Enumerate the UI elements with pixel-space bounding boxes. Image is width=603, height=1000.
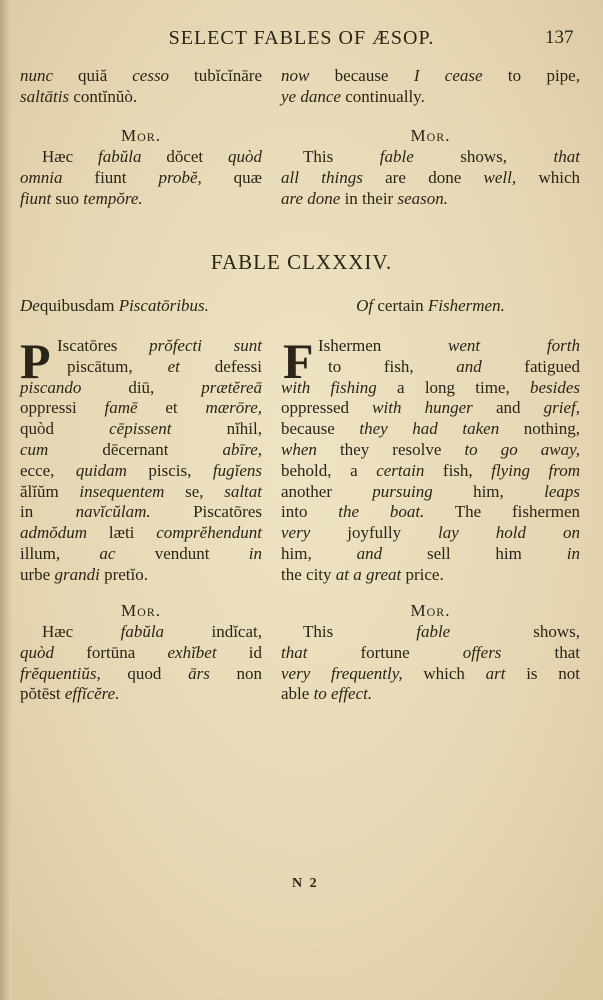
text: defessi [179,356,262,376]
italic-text: art [485,663,506,683]
text-line [281,336,580,357]
italic-text: when [281,439,317,459]
text-line [20,502,262,523]
text: the city [281,564,336,584]
italic-text: fable [379,147,414,166]
text: which [402,663,486,683]
italic-text: Piscatōribus. [118,296,209,315]
italic-text: all things [281,167,363,187]
text: This [303,147,380,166]
text: id [216,642,262,662]
italic-text: fugĭens [212,460,262,480]
italic-text: fabŭla [98,147,142,166]
text-line [20,168,262,189]
text: urbe [20,564,55,584]
text: Piscatōres [150,502,262,522]
text-line [20,565,262,586]
italic-text: lay hold on [438,523,580,543]
italic-text: with fishing [281,377,377,397]
text: behold, a [281,460,377,480]
text-line [281,502,580,523]
text: to fish, [328,356,457,376]
italic-text: are done [281,188,341,208]
moral-english [281,622,580,705]
text: ălĭŭm [20,481,80,501]
italic-text: season. [397,188,448,208]
text-line [20,664,262,685]
italic-text: in [248,543,262,563]
italic-text: that [553,147,580,166]
text: continually. [340,86,425,106]
text: and [472,398,544,418]
text: able [281,684,314,704]
italic-text: grandi [54,564,100,584]
text: quòd [20,419,110,439]
text-line [20,684,262,705]
fable-subtitle-english [281,296,580,317]
text: quibusdam [39,296,119,315]
italic-text: cēpissent [109,419,172,439]
italic-text: fiunt [20,188,52,208]
fable-title: FABLE CLXXXIV. [210,250,393,274]
text-line [281,66,580,87]
text: they resolve [316,439,465,459]
text: is not [505,663,581,683]
italic-text: insequentem [79,481,165,501]
fable-subtitle-latin [20,296,262,317]
text-line [20,461,262,482]
text: fatigued [481,356,580,376]
text: indĭcat, [164,622,262,641]
text: nothing, [499,419,580,439]
text-line [281,440,580,461]
italic-text: Fishermen. [427,296,505,315]
text-line [20,544,262,565]
italic-text: quòd [227,147,262,166]
text: Hæc [42,147,99,166]
italic-text: I cease [413,66,483,85]
italic-text: pursuing [372,481,433,501]
italic-text: omnia [20,167,63,187]
italic-text: went forth [448,336,580,355]
text: non [209,663,262,683]
italic-text: De [20,296,40,315]
latin-column-continued [20,66,262,108]
italic-text: ye dance [281,86,341,106]
text: fish, [424,460,492,480]
text: into [281,502,339,522]
moral-heading-english: Mor. [410,601,451,620]
text-line [281,357,580,378]
book-spine-shadow [0,0,12,1000]
text-line [281,664,580,685]
text-line [281,482,580,503]
text-line [20,440,262,461]
text-line [281,378,580,399]
italic-text: well, [483,167,517,187]
text-line [20,296,262,317]
italic-text: mærōre, [205,398,262,418]
italic-text: now [281,66,310,85]
italic-text: famē [104,398,138,418]
text: which [516,167,580,187]
text: læti [87,523,157,543]
text-line [281,398,580,419]
text: This [303,622,417,641]
moral-heading-latin: Mor. [120,601,162,620]
moral-latin [20,622,262,705]
italic-text: besides [529,377,581,397]
italic-text: nunc [20,66,54,85]
italic-text: the boat. [338,502,425,522]
text-line [20,147,262,168]
italic-text: fable [416,622,451,641]
italic-text: they had taken [359,419,500,439]
text: a long time, [376,377,530,397]
text: tubĭcĭnāre [169,66,262,85]
text-line [20,357,262,378]
text: in their [340,188,398,208]
text: The fishermen [424,502,580,522]
moral-english [281,147,580,209]
italic-text: to effect. [313,684,373,704]
text-line [281,643,580,664]
text-line [20,336,262,357]
italic-text: very [281,523,311,543]
italic-text: navĭcŭlam. [75,502,151,522]
italic-text: flying from [491,460,580,480]
italic-text: certain [376,460,425,480]
italic-text: frĕquentiŭs, [20,663,101,683]
italic-text: exhĭbet [167,642,217,662]
text-line [281,544,580,565]
text: that [501,642,581,662]
fable-text-latin [20,333,262,586]
text: because [309,66,414,85]
text: se, [164,481,225,501]
text-line [281,684,580,705]
text: price. [401,564,444,584]
text: vendunt [115,543,249,563]
text-line [281,419,580,440]
italic-text: ac [99,543,116,563]
text: him, [432,481,545,501]
italic-text: piscando [20,377,82,397]
italic-text: with hunger [372,398,473,418]
text: joyfully [310,523,439,543]
italic-text: in [566,543,580,563]
italic-text: Of [356,296,374,315]
italic-text: very frequently, [281,663,403,683]
italic-text: fabŭla [120,622,165,641]
text-line [20,87,262,108]
italic-text: effĭcĕre. [64,684,120,704]
text: ecce, [20,460,76,480]
text-line [281,523,580,544]
text: another [281,481,373,501]
text: pretĭo. [99,564,148,584]
text: piscātum, [67,356,168,376]
text: shows, [413,147,554,166]
italic-text: prŏfecti sunt [149,336,262,355]
italic-text: to go away, [464,439,581,459]
text-line [281,296,580,317]
italic-text: probĕ, [158,167,202,187]
italic-text: et [167,356,180,376]
text: him, [281,543,357,563]
text: nĭhil, [171,419,262,439]
english-column-continued [281,66,580,108]
text-line [281,461,580,482]
italic-text: saltātis [20,86,70,106]
text: quod [100,663,189,683]
moral-latin [20,147,262,209]
italic-text: and [456,356,482,376]
text-line [20,419,262,440]
italic-text: quidam [75,460,127,480]
text: suo [51,188,84,208]
text-line [281,147,580,168]
text-line [281,189,580,210]
text: fortune [307,642,463,662]
text: piscis, [126,460,213,480]
text: fiunt [62,167,159,187]
text: shows, [450,622,580,641]
drop-cap-latin: P [20,333,51,389]
page-number: 137 [545,27,574,48]
text: certain [373,296,428,315]
text-line [281,622,580,643]
text-line [281,168,580,189]
text: illum, [20,543,100,563]
text: dēcernant [48,439,223,459]
italic-text: saltat [224,481,262,501]
text: because [281,419,360,439]
fable-text-english [281,333,581,586]
signature-mark: N 2 [292,876,319,891]
italic-text: abīre, [222,439,262,459]
text-line [20,643,262,664]
italic-text: cesso [132,66,170,85]
italic-text: ārs [188,663,210,683]
italic-text: grief, [543,398,581,418]
text: quiă [53,66,133,85]
text-line [20,189,262,210]
italic-text: comprĕhendunt [156,523,262,543]
text-line [20,66,262,87]
text-line [20,622,262,643]
italic-text: cum [20,439,49,459]
text-line [20,523,262,544]
text-line [20,482,262,503]
text: diū, [81,377,202,397]
text-line [281,87,580,108]
text: Hæc [42,622,121,641]
italic-text: admŏdum [20,523,88,543]
italic-text: quòd [20,642,54,662]
text: pŏtēst [20,684,65,704]
moral-heading-latin: Mor. [120,126,162,145]
text-line [20,378,262,399]
text: sell him [382,543,567,563]
running-header: SELECT FABLES OF ÆSOP. [168,27,435,49]
moral-heading-english: Mor. [410,126,451,145]
text: Iscatōres [57,336,150,355]
italic-text: offers [462,642,502,662]
text-line [281,565,580,586]
text: Ishermen [318,336,449,355]
text: oppressi [20,398,105,418]
italic-text: tempŏre. [83,188,143,208]
text: et [137,398,206,418]
text: quæ [201,167,262,187]
italic-text: that [281,642,308,662]
italic-text: prætĕreā [201,377,262,397]
text: are done [362,167,484,187]
text: dŏcet [141,147,228,166]
text: contĭnŭò. [69,86,138,106]
text: to pipe, [482,66,580,85]
text: oppressed [281,398,373,418]
text: fortūna [54,642,168,662]
italic-text: and [356,543,383,563]
italic-text: leaps [544,481,580,501]
drop-cap-english: F [283,333,314,389]
text: in [20,502,76,522]
italic-text: at a great [335,564,402,584]
text-line [20,398,262,419]
